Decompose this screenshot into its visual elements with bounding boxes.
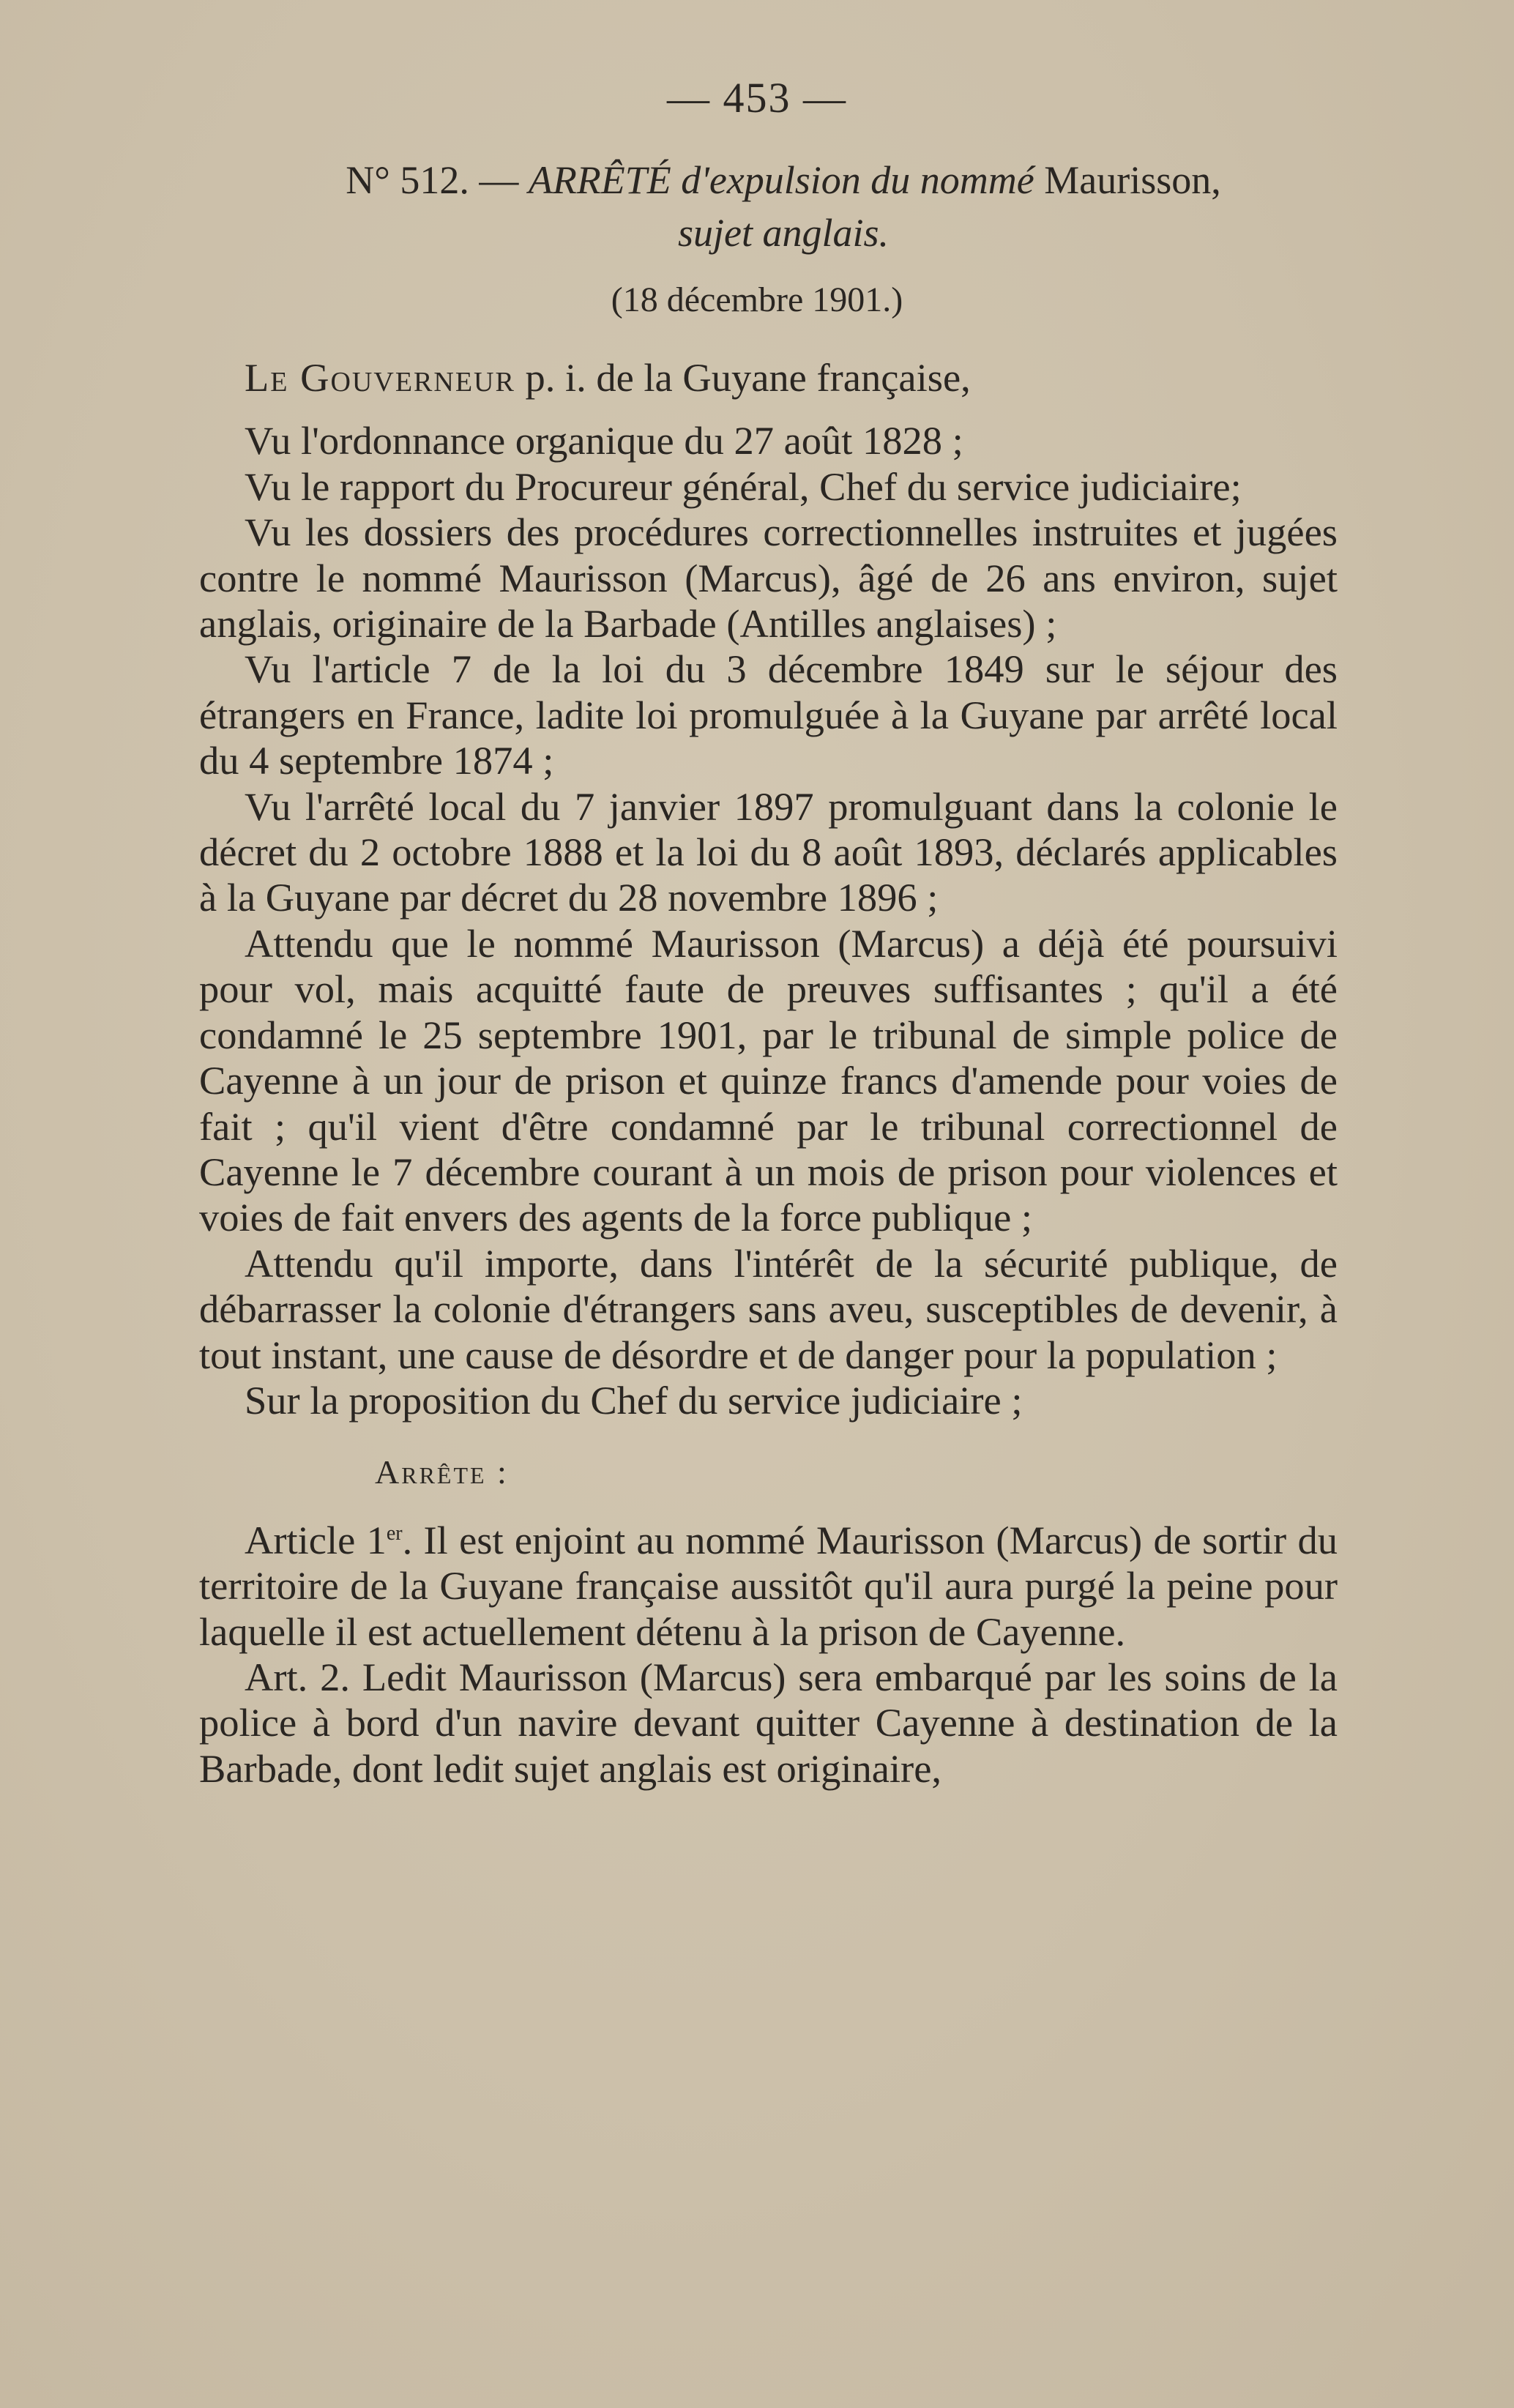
governor-title: Le Gouverneur	[245, 355, 515, 400]
considerant-paragraph: Attendu que le nommé Maurisson (Marcus) a déjà été poursuivi pour vol, mais acquitté faute de preuves suffisantes ; qu'il a été condamné le 25 septembre 1901, par le tribunal de simple police de Cayenne à un jour de prison et quinze francs d'amende pour voies de fait ; qu'il vient d'être condamné par le tribunal correctionnel de Cayenne le 7 décembre courant à un mois de prison pour violences et voies de fait envers des agents de la force publique ;	[199, 920, 1338, 1240]
page-number: — 453 —	[667, 74, 847, 122]
visa-paragraph: Vu l'article 7 de la loi du 3 décembre 1849 sur le séjour des étrangers en France, ladite loi promulguée à la Guyane par arrêté local du 4 septembre 1874 ;	[199, 646, 1338, 783]
decree-title-part2: sujet anglais.	[677, 211, 889, 255]
article-2: Art. 2. Ledit Maurisson (Marcus) sera embarqué par les soins de la police à bord d'un navire devant quitter Cayenne à destination de la Barbade, dont ledit sujet anglais est originaire,	[199, 1654, 1338, 1791]
visa-paragraph: Vu les dossiers des procédures correctionnelles instruites et jugées contre le nommé Maurisson (Marcus), âgé de 26 ans environ, sujet anglais, originaire de la Barbade (Antilles anglaises) ;	[199, 510, 1338, 646]
decree-body	[199, 355, 1338, 1792]
heading-dash: —	[479, 158, 519, 202]
intro-line	[199, 355, 1338, 400]
considerant-paragraph: Attendu qu'il importe, dans l'intérêt de la sécurité publique, de débarrasser la colonie d'étrangers sans aveu, susceptibles de devenir, à tout instant, une cause de désordre et de danger pour la population ;	[199, 1240, 1338, 1377]
visa-paragraph: Vu l'ordonnance organique du 27 août 1828 ;	[245, 418, 963, 463]
article-1-prefix: Article 1	[245, 1517, 387, 1562]
article-1-text: . Il est enjoint au nommé Maurisson (Marcus) de sortir du territoire de la Guyane française aussitôt qu'il aura purgé la peine pour laquelle il est actuellement détenu à la prison de Cayenne.	[199, 1517, 1338, 1654]
proposition-paragraph: Sur la proposition du Chef du service judiciaire ;	[245, 1377, 1023, 1423]
decree-date: (18 décembre 1901.)	[611, 280, 903, 319]
article-1	[199, 1518, 1338, 1655]
decree-subject-name: Maurisson,	[1044, 158, 1221, 202]
arrete-label: Arrête :	[375, 1453, 509, 1491]
decree-title-part1: ARRÊTÉ d'expulsion du nommé	[528, 158, 1034, 202]
decree-number: N° 512.	[346, 158, 469, 202]
decree-heading	[183, 154, 1384, 259]
governor-title-rest: p. i. de la Guyane française,	[525, 355, 971, 400]
visa-paragraph: Vu le rapport du Procureur général, Chef du service judiciaire;	[245, 463, 1242, 509]
article-1-sup: er	[386, 1521, 403, 1545]
visa-paragraph: Vu l'arrêté local du 7 janvier 1897 promulguant dans la colonie le décret du 2 octobre 1888 et la loi du 8 août 1893, déclarés applicables à la Guyane par décret du 28 novembre 1896 ;	[199, 783, 1338, 920]
